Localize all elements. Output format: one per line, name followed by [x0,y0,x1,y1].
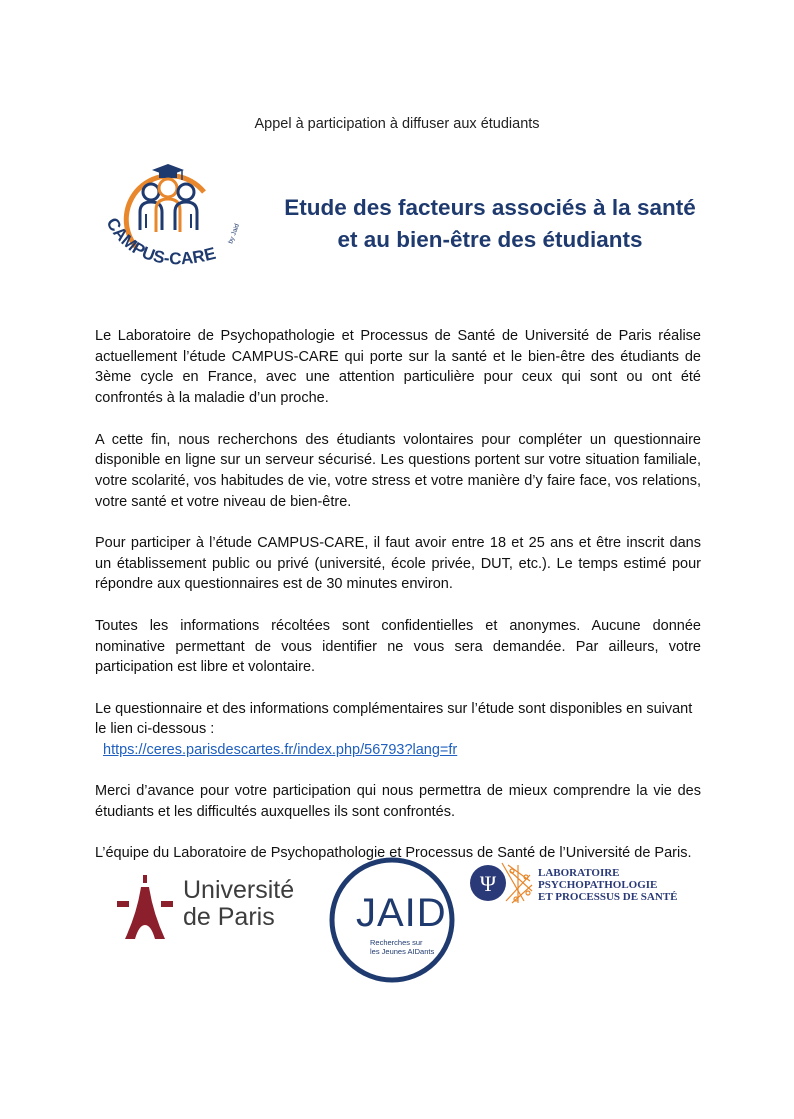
psi-circle-icon [468,861,536,907]
paragraph-confidentiality: Toutes les informations récoltées sont confidentielles et anonymes. Aucune donnée nominative permettant de vous identifier ne vous sera demandée. Par ailleurs, votre participation est libre et volontaire. [95,617,701,676]
jaid-sub-line-1: Recherches sur [370,938,423,947]
main-title [250,192,730,256]
universite-line-2: de Paris [183,903,275,931]
pre-title: Appel à participation à diffuser aux étudiants [254,116,540,132]
campus-care-logo [96,152,256,292]
paragraph-purpose: A cette fin, nous recherchons des étudiants volontaires pour compléter un questionnaire disponible en ligne sur un serveur sécurisé. Les questions portent sur votre situation familiale, votre scolarité, vos habitudes de vie, votre stress et votre manière d’y faire face, vos relations, votre santé et votre niveau de bien-être. [95,431,701,510]
jaid-logo [322,855,462,985]
laboratoire-logo [468,861,728,911]
universite-line-1: Université [183,876,295,904]
campus-care-tagline: by Jaid [227,222,241,245]
universite-wordmark [183,877,294,931]
lab-line-2: PSYCHOPATHOLOGIE [538,879,658,891]
paragraph-intro: Le Laboratoire de Psychopathologie et Processus de Santé de Université de Paris réalise actuellement l’étude CAMPUS-CARE qui porte sur la santé et le bien-être des étudiants de 3ème cycle en France, avec une attention particulière pour ceux qui sont ou ont été confrontés à la maladie d’un proche. [95,328,701,407]
title-line-1: Etude des facteurs associés à la santé [284,195,696,220]
title-line-2: et au bien-être des étudiants [337,227,643,252]
paragraph-eligibility: Pour participer à l’étude CAMPUS-CARE, il faut avoir entre 18 et 25 ans et être inscrit dans un établissement public ou privé (université, école privée, DUT, etc.). Le temps estimé pour répondre aux questionnaires est de 30 minutes environ. [95,535,701,593]
jaid-sub-line-2: les Jeunes AIDants [370,947,435,956]
jaid-subtitle [370,938,434,956]
link-container [95,740,701,761]
eiffel-tower-icon [115,873,175,943]
universite-de-paris-logo [115,873,315,943]
laboratoire-wordmark [538,867,677,903]
body-content [95,326,701,885]
paragraph-link-intro: Le questionnaire et des informations complémentaires sur l’étude sont disponibles en suivant le lien ci-dessous : [95,700,693,738]
three-people-graduation-cap-icon [96,152,256,292]
campus-care-wordmark: CAMPUS-CARE [102,214,218,269]
svg-text:Ψ: Ψ [479,871,497,896]
signature: L’équipe du Laboratoire de Psychopathologie et Processus de Santé de l’Université de Paris. [95,845,692,862]
lab-line-3: ET PROCESSUS DE SANTÉ [538,891,678,903]
lab-line-1: LABORATOIRE [538,867,620,879]
questionnaire-link[interactable]: https://ceres.parisdescartes.fr/index.php/56793?lang=fr [103,742,458,758]
footer-logos [0,855,794,985]
paragraph-thanks: Merci d’avance pour votre participation qui nous permettra de mieux comprendre la vie des étudiants et les difficultés auxquelles ils sont confrontés. [95,783,701,821]
jaid-wordmark: JAID [356,891,447,935]
